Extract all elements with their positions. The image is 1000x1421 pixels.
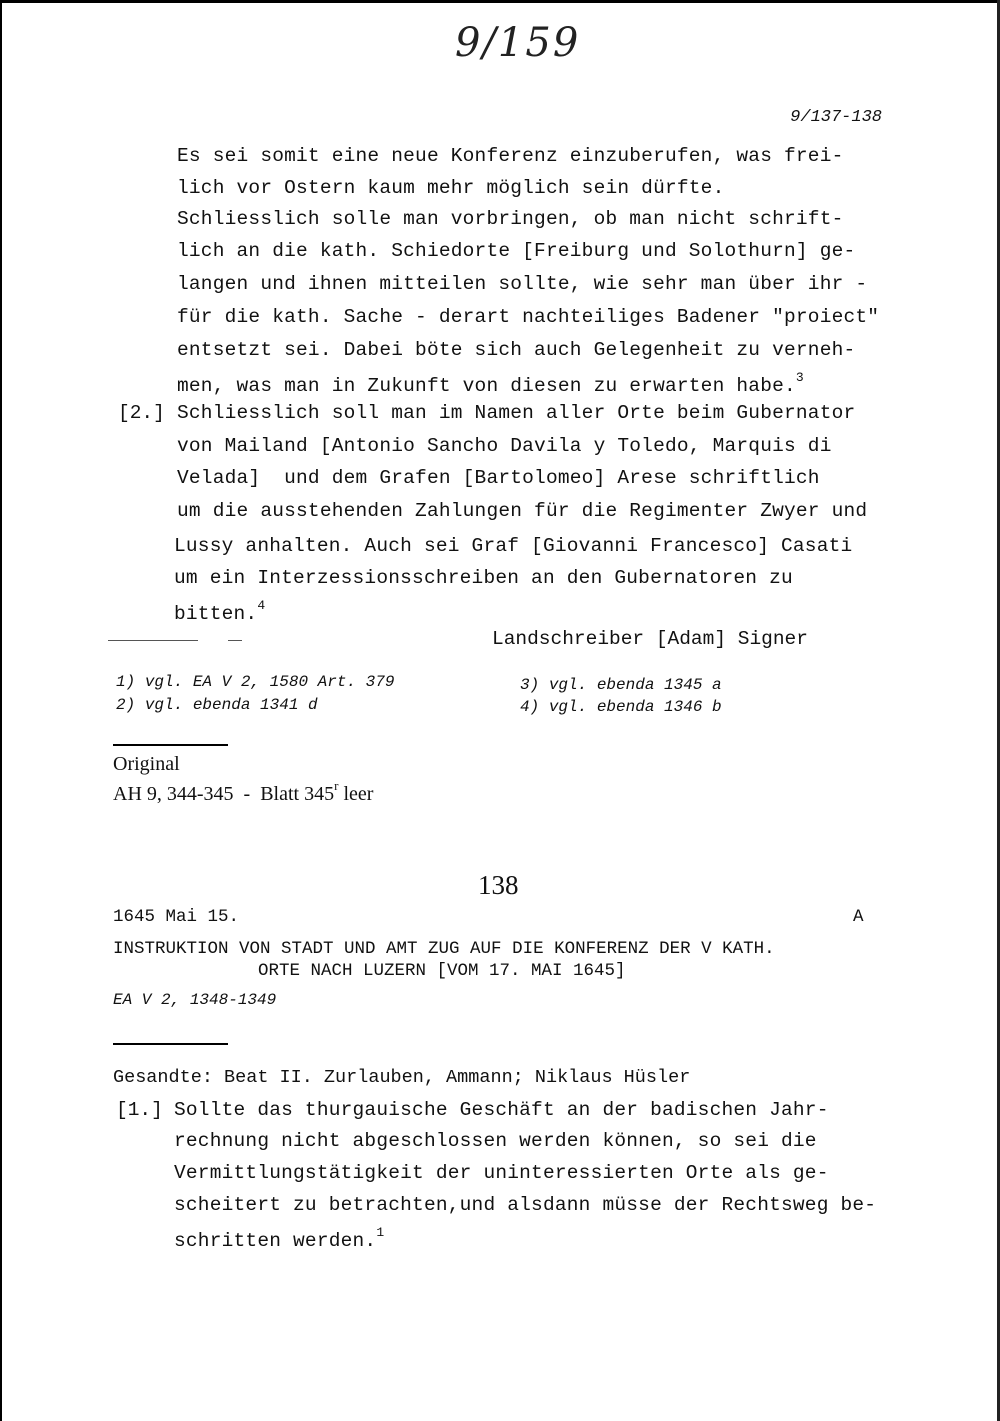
source-ref-rest: leer bbox=[338, 783, 374, 805]
text-line-content: men, was man in Zukunft von diesen zu erwarten habe. bbox=[177, 375, 796, 397]
source-reference bbox=[113, 778, 373, 806]
footnote-text: vgl. ebenda 1345 a bbox=[548, 676, 722, 694]
text-line: entsetzt sei. Dabei böte sich auch Gelegenheit zu verneh- bbox=[177, 339, 856, 361]
source-label: Original bbox=[113, 753, 180, 775]
page-edge-left bbox=[0, 0, 2, 1421]
footnote-text: vgl. EA V 2, 1580 Art. 379 bbox=[144, 673, 395, 691]
source-ref-text: AH 9, 344-345 - Blatt 345 bbox=[113, 783, 335, 805]
dash-rule bbox=[108, 640, 198, 641]
footnote-marker: 3 bbox=[795, 370, 804, 385]
item-number: [2.] bbox=[118, 402, 165, 424]
separator-rule bbox=[113, 744, 228, 746]
text-line: rechnung nicht abgeschlossen werden können, so sei die bbox=[174, 1130, 817, 1152]
footnote-number: 1) bbox=[116, 673, 136, 691]
text-line: scheitert zu betrachten,und alsdann müsse der Rechtsweg be- bbox=[174, 1194, 877, 1216]
text-line-last bbox=[174, 1225, 384, 1252]
footnote-number: 2) bbox=[116, 696, 136, 714]
handwritten-page-number: 9/159 bbox=[455, 20, 581, 66]
footnote-3 bbox=[520, 676, 722, 694]
text-line: Lussy anhalten. Auch sei Graf [Giovanni Francesco] Casati bbox=[174, 535, 853, 557]
text-line: Es sei somit eine neue Konferenz einzuberufen, was frei- bbox=[177, 145, 844, 167]
footnote-number: 4) bbox=[520, 698, 540, 716]
text-line: Sollte das thurgauische Geschäft an der badischen Jahr- bbox=[174, 1099, 829, 1121]
text-line: langen und ihnen mitteilen sollte, wie sehr man über ihr - bbox=[177, 273, 868, 295]
envoys-line: Gesandte: Beat II. Zurlauben, Ammann; Niklaus Hüsler bbox=[113, 1067, 691, 1088]
footnote-text: vgl. ebenda 1346 b bbox=[548, 698, 722, 716]
document-title-2: ORTE NACH LUZERN [VOM 17. MAI 1645] bbox=[258, 961, 626, 981]
footnote-number: 3) bbox=[520, 676, 540, 694]
text-line: lich vor Ostern kaum mehr möglich sein dürfte. bbox=[177, 177, 725, 199]
page-reference: 9/137-138 bbox=[790, 108, 882, 127]
document-number: 138 bbox=[478, 870, 519, 900]
document-title-1: INSTRUKTION VON STADT UND AMT ZUG AUF DIE KONFERENZ DER V KATH. bbox=[113, 939, 775, 959]
text-line: lich an die kath. Schiedorte [Freiburg und Solothurn] ge- bbox=[177, 240, 856, 262]
footnote-text: vgl. ebenda 1341 d bbox=[144, 696, 318, 714]
text-line-content: bitten. bbox=[174, 603, 258, 625]
text-line: von Mailand [Antonio Sancho Davila y Toledo, Marquis di bbox=[177, 435, 832, 457]
text-line-last bbox=[177, 370, 804, 397]
separator-rule bbox=[113, 1043, 228, 1045]
signature: Landschreiber [Adam] Signer bbox=[492, 628, 808, 650]
text-line: Schliesslich soll man im Namen aller Orte beim Gubernator bbox=[177, 402, 856, 424]
footnote-1 bbox=[116, 673, 394, 691]
source-sup: r bbox=[334, 778, 339, 793]
text-line: Velada] und dem Grafen [Bartolomeo] Arese schriftlich bbox=[177, 467, 820, 489]
footnote-marker: 4 bbox=[257, 598, 266, 613]
text-line: für die kath. Sache - derart nachteiliges Badener "proiect" bbox=[177, 306, 880, 328]
text-line: Vermittlungstätigkeit der uninteressierten Orte als ge- bbox=[174, 1162, 829, 1184]
page-edge-top bbox=[0, 0, 1000, 3]
document-letter: A bbox=[853, 907, 864, 927]
dash-rule bbox=[228, 640, 242, 641]
footnote-4 bbox=[520, 698, 722, 716]
text-line: um die ausstehenden Zahlungen für die Regimenter Zwyer und bbox=[177, 500, 868, 522]
text-line: Schliesslich solle man vorbringen, ob man nicht schrift- bbox=[177, 208, 844, 230]
item-number: [1.] bbox=[116, 1099, 163, 1121]
footnote-marker: 1 bbox=[376, 1225, 385, 1240]
text-line-last bbox=[174, 598, 265, 625]
footnote-2 bbox=[116, 696, 318, 714]
document-date: 1645 Mai 15. bbox=[113, 907, 240, 927]
text-line: um ein Interzessionsschreiben an den Gubernatoren zu bbox=[174, 567, 793, 589]
text-line-content: schritten werden. bbox=[174, 1230, 377, 1252]
ea-reference: EA V 2, 1348-1349 bbox=[113, 991, 277, 1009]
